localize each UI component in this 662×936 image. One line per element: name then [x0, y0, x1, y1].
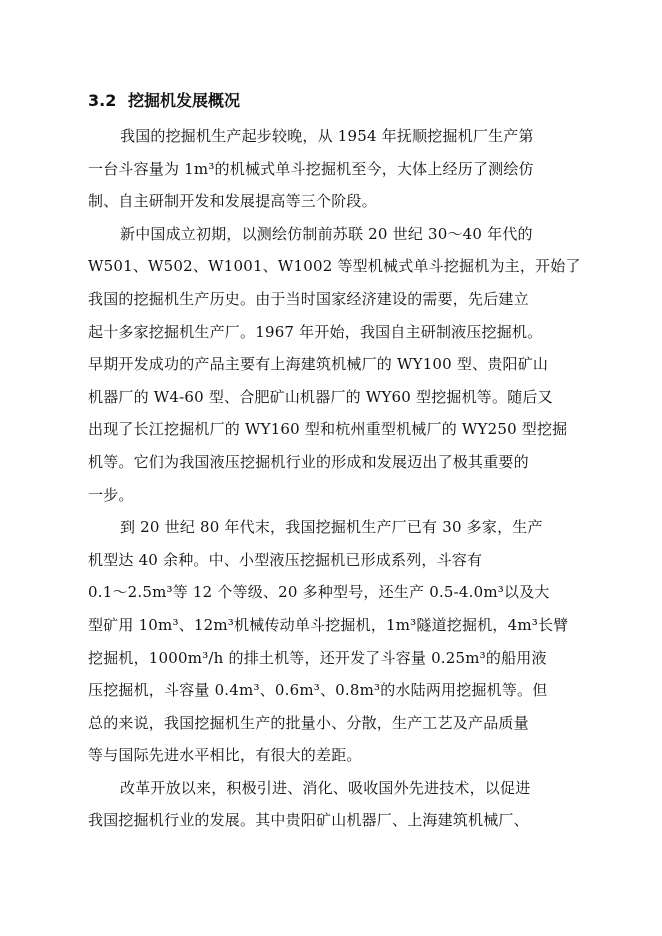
- text-line: 我国的挖掘机生产起步较晚，从 1954 年抚顺挖掘机厂生产第: [120, 127, 534, 145]
- text-line: 出现了长江挖掘机厂的 WY160 型和杭州重型机械厂的 WY250 型挖掘: [88, 420, 568, 439]
- text-line: 机器厂的 W4-60 型、合肥矿山机器厂的 WY60 型挖掘机等。随后又: [88, 387, 553, 406]
- text-line: 早期开发成功的产品主要有上海建筑机械厂的 WY100 型、贵阳矿山: [88, 355, 549, 374]
- text-line: 起十多家挖掘机生产厂。1967 年开始，我国自主研制液压挖掘机。: [88, 322, 543, 341]
- body-text: [88, 120, 581, 837]
- text-line: 等与国际先进水平相比，有很大的差距。: [88, 746, 362, 765]
- text-line: 机型达 40 余种。中、小型液压挖掘机已形成系列，斗容有: [88, 550, 483, 569]
- section-title: 挖掘机发展概况: [128, 91, 241, 110]
- text-line: 型矿用 10m³、12m³机械传动单斗挖掘机，1m³隧道挖掘机，4m³长臂: [88, 615, 569, 634]
- text-line: W501、W502、W1001、W1002 等型机械式单斗挖掘机为主，开始了: [88, 257, 581, 276]
- text-line: 到 20 世纪 80 年代末，我国挖掘机生产厂已有 30 多家，生产: [120, 518, 543, 537]
- text-line: 制、自主研制开发和发展提高等三个阶段。: [88, 192, 377, 211]
- text-line: 压挖掘机，斗容量 0.4m³、0.6m³、0.8m³的水陆两用挖掘机等。但: [88, 681, 548, 700]
- text-line: 一台斗容量为 1m³的机械式单斗挖掘机至今，大体上经历了测绘仿: [88, 159, 534, 178]
- text-line: 机等。它们为我国液压挖掘机行业的形成和发展迈出了极其重要的: [88, 452, 529, 471]
- text-line: 我国挖掘机行业的发展。其中贵阳矿山机器厂、上海建筑机械厂、: [88, 811, 529, 830]
- text-line: 新中国成立初期，以测绘仿制前苏联 20 世纪 30～40 年代的: [120, 224, 533, 243]
- section-number: 3.2: [88, 91, 117, 110]
- text-line: 挖掘机，1000m³/h 的排土机等，还开发了斗容量 0.25m³的船用液: [88, 648, 547, 667]
- text-line: 改革开放以来，积极引进、消化、吸收国外先进技术，以促进: [120, 778, 531, 797]
- text-line: 总的来说，我国挖掘机生产的批量小、分散，生产工艺及产品质量: [88, 713, 529, 732]
- text-line: 0.1～2.5m³等 12 个等级、20 多种型号，还生产 0.5-4.0m³以及大: [88, 583, 550, 602]
- text-line: 我国的挖掘机生产历史。由于当时国家经济建设的需要，先后建立: [88, 289, 529, 308]
- section-heading: [88, 90, 240, 112]
- text-line: 一步。: [88, 485, 134, 504]
